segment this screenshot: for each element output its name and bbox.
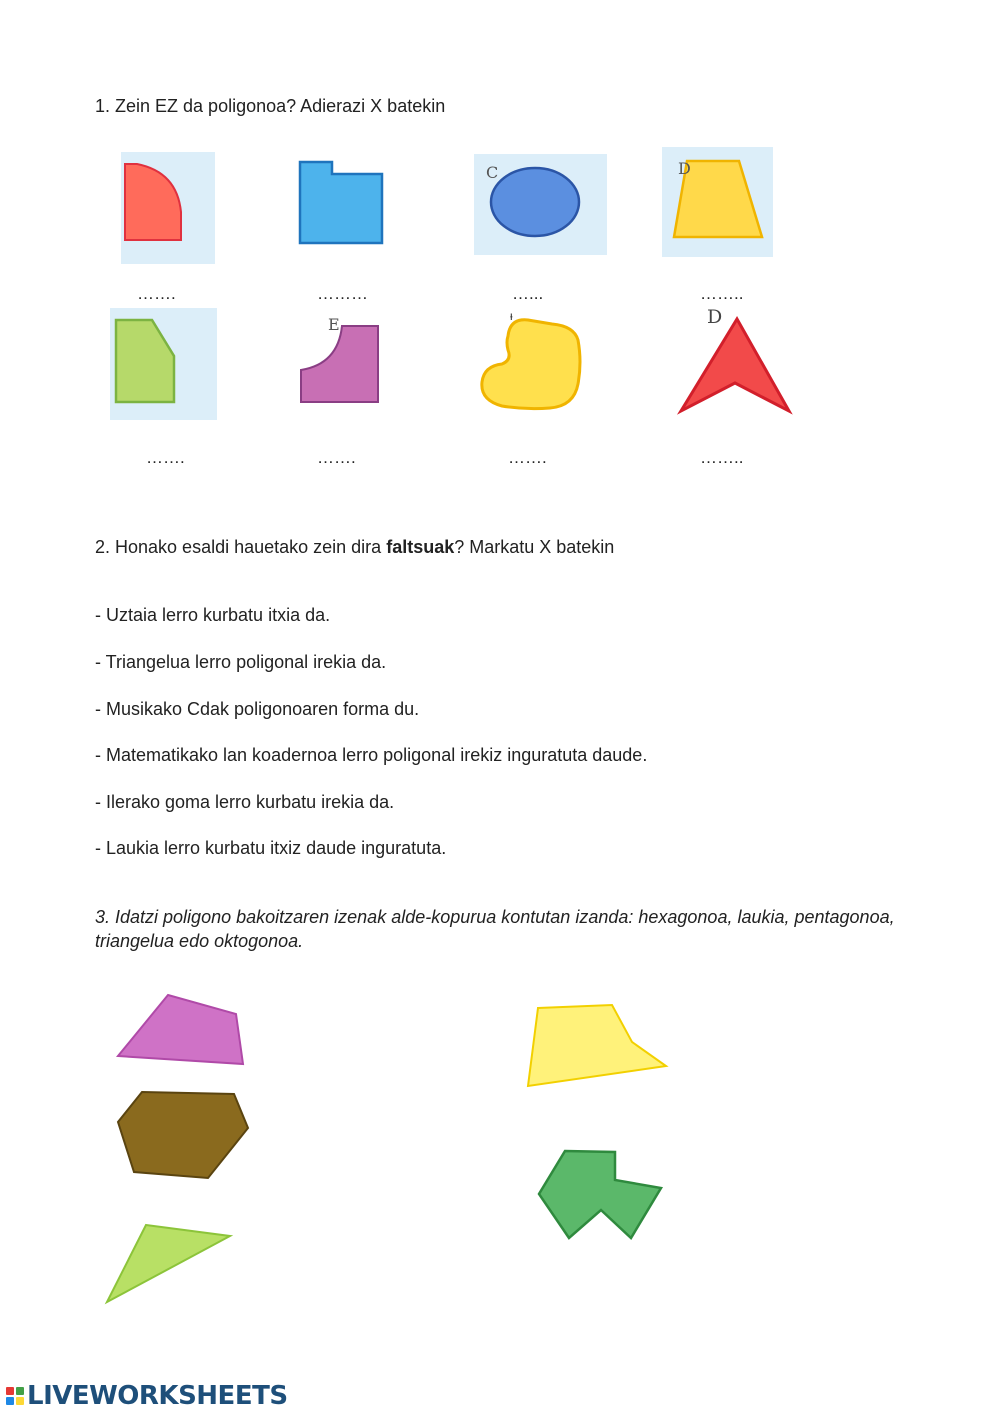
polygon-triangle-lightgreen xyxy=(100,1218,236,1308)
answer-blank-4[interactable]: …….. xyxy=(700,284,744,303)
answer-blank-1[interactable]: ……. xyxy=(137,284,176,303)
shape-letter-e: E xyxy=(328,315,340,334)
question-3-title: 3. Idatzi poligono bakoitzaren izenak alde-kopurua kontutan izanda: hexagonoa, laukia, pentagonoa, triangelua edo oktogonoa. xyxy=(95,907,895,951)
question-2-title-end: ? Markatu X batekin xyxy=(454,537,615,557)
shape-letter-c: C xyxy=(486,163,499,182)
shape-trapezoid xyxy=(662,147,773,257)
shape-letter-d: D xyxy=(678,159,691,178)
shape-quarter-circle xyxy=(121,152,215,264)
statement-2[interactable]: - Triangelua lerro poligonal irekia da. xyxy=(95,652,387,672)
statement-6[interactable]: - Laukia lerro kurbatu itxiz daude inguratuta. xyxy=(95,838,447,858)
statement-5[interactable]: - Ilerako goma lerro kurbatu irekia da. xyxy=(95,792,395,812)
question-1-title: 1. Zein EZ da poligonoa? Adierazi X batekin xyxy=(95,96,446,116)
answer-blank-5[interactable]: ……. xyxy=(146,448,185,467)
liveworksheets-logo-icon xyxy=(6,1387,24,1405)
polygon-hexagon-olive xyxy=(112,1086,254,1184)
answer-blank-8[interactable]: …….. xyxy=(700,448,744,467)
shape-oval xyxy=(474,154,607,255)
answer-blank-2[interactable]: ……… xyxy=(317,284,368,303)
shape-notched-square xyxy=(298,160,386,246)
answer-blank-6[interactable]: ……. xyxy=(317,448,356,467)
shape-letter-d2: D xyxy=(707,306,723,328)
shape-blob xyxy=(478,310,586,414)
statement-4[interactable]: - Matematikako lan koadernoa lerro poligonal irekiz inguratuta daude. xyxy=(95,745,648,765)
statement-1[interactable]: - Uztaia lerro kurbatu itxia da. xyxy=(95,605,331,625)
polygon-quadrilateral-magenta xyxy=(112,990,252,1072)
question-2-title xyxy=(95,537,614,558)
liveworksheets-brand xyxy=(6,1381,288,1411)
question-2-title-start: 2. Honako esaldi hauetako zein dira xyxy=(95,537,387,557)
question-2-title-bold: faltsuak xyxy=(386,537,455,557)
polygon-pentagon-yellow xyxy=(522,1000,674,1092)
shape-arrowhead xyxy=(675,305,795,417)
statement-3[interactable]: - Musikako Cdak poligonoaren forma du. xyxy=(95,699,420,719)
polygon-octagon-green xyxy=(535,1146,667,1244)
shape-mark: ᵻ xyxy=(510,310,513,323)
brand-name: LIVEWORKSHEETS xyxy=(27,1381,288,1411)
answer-blank-7[interactable]: ……. xyxy=(508,448,547,467)
shape-concave-curve xyxy=(298,312,382,408)
shape-cut-corner xyxy=(110,308,217,420)
answer-blank-3[interactable]: …... xyxy=(512,284,544,303)
